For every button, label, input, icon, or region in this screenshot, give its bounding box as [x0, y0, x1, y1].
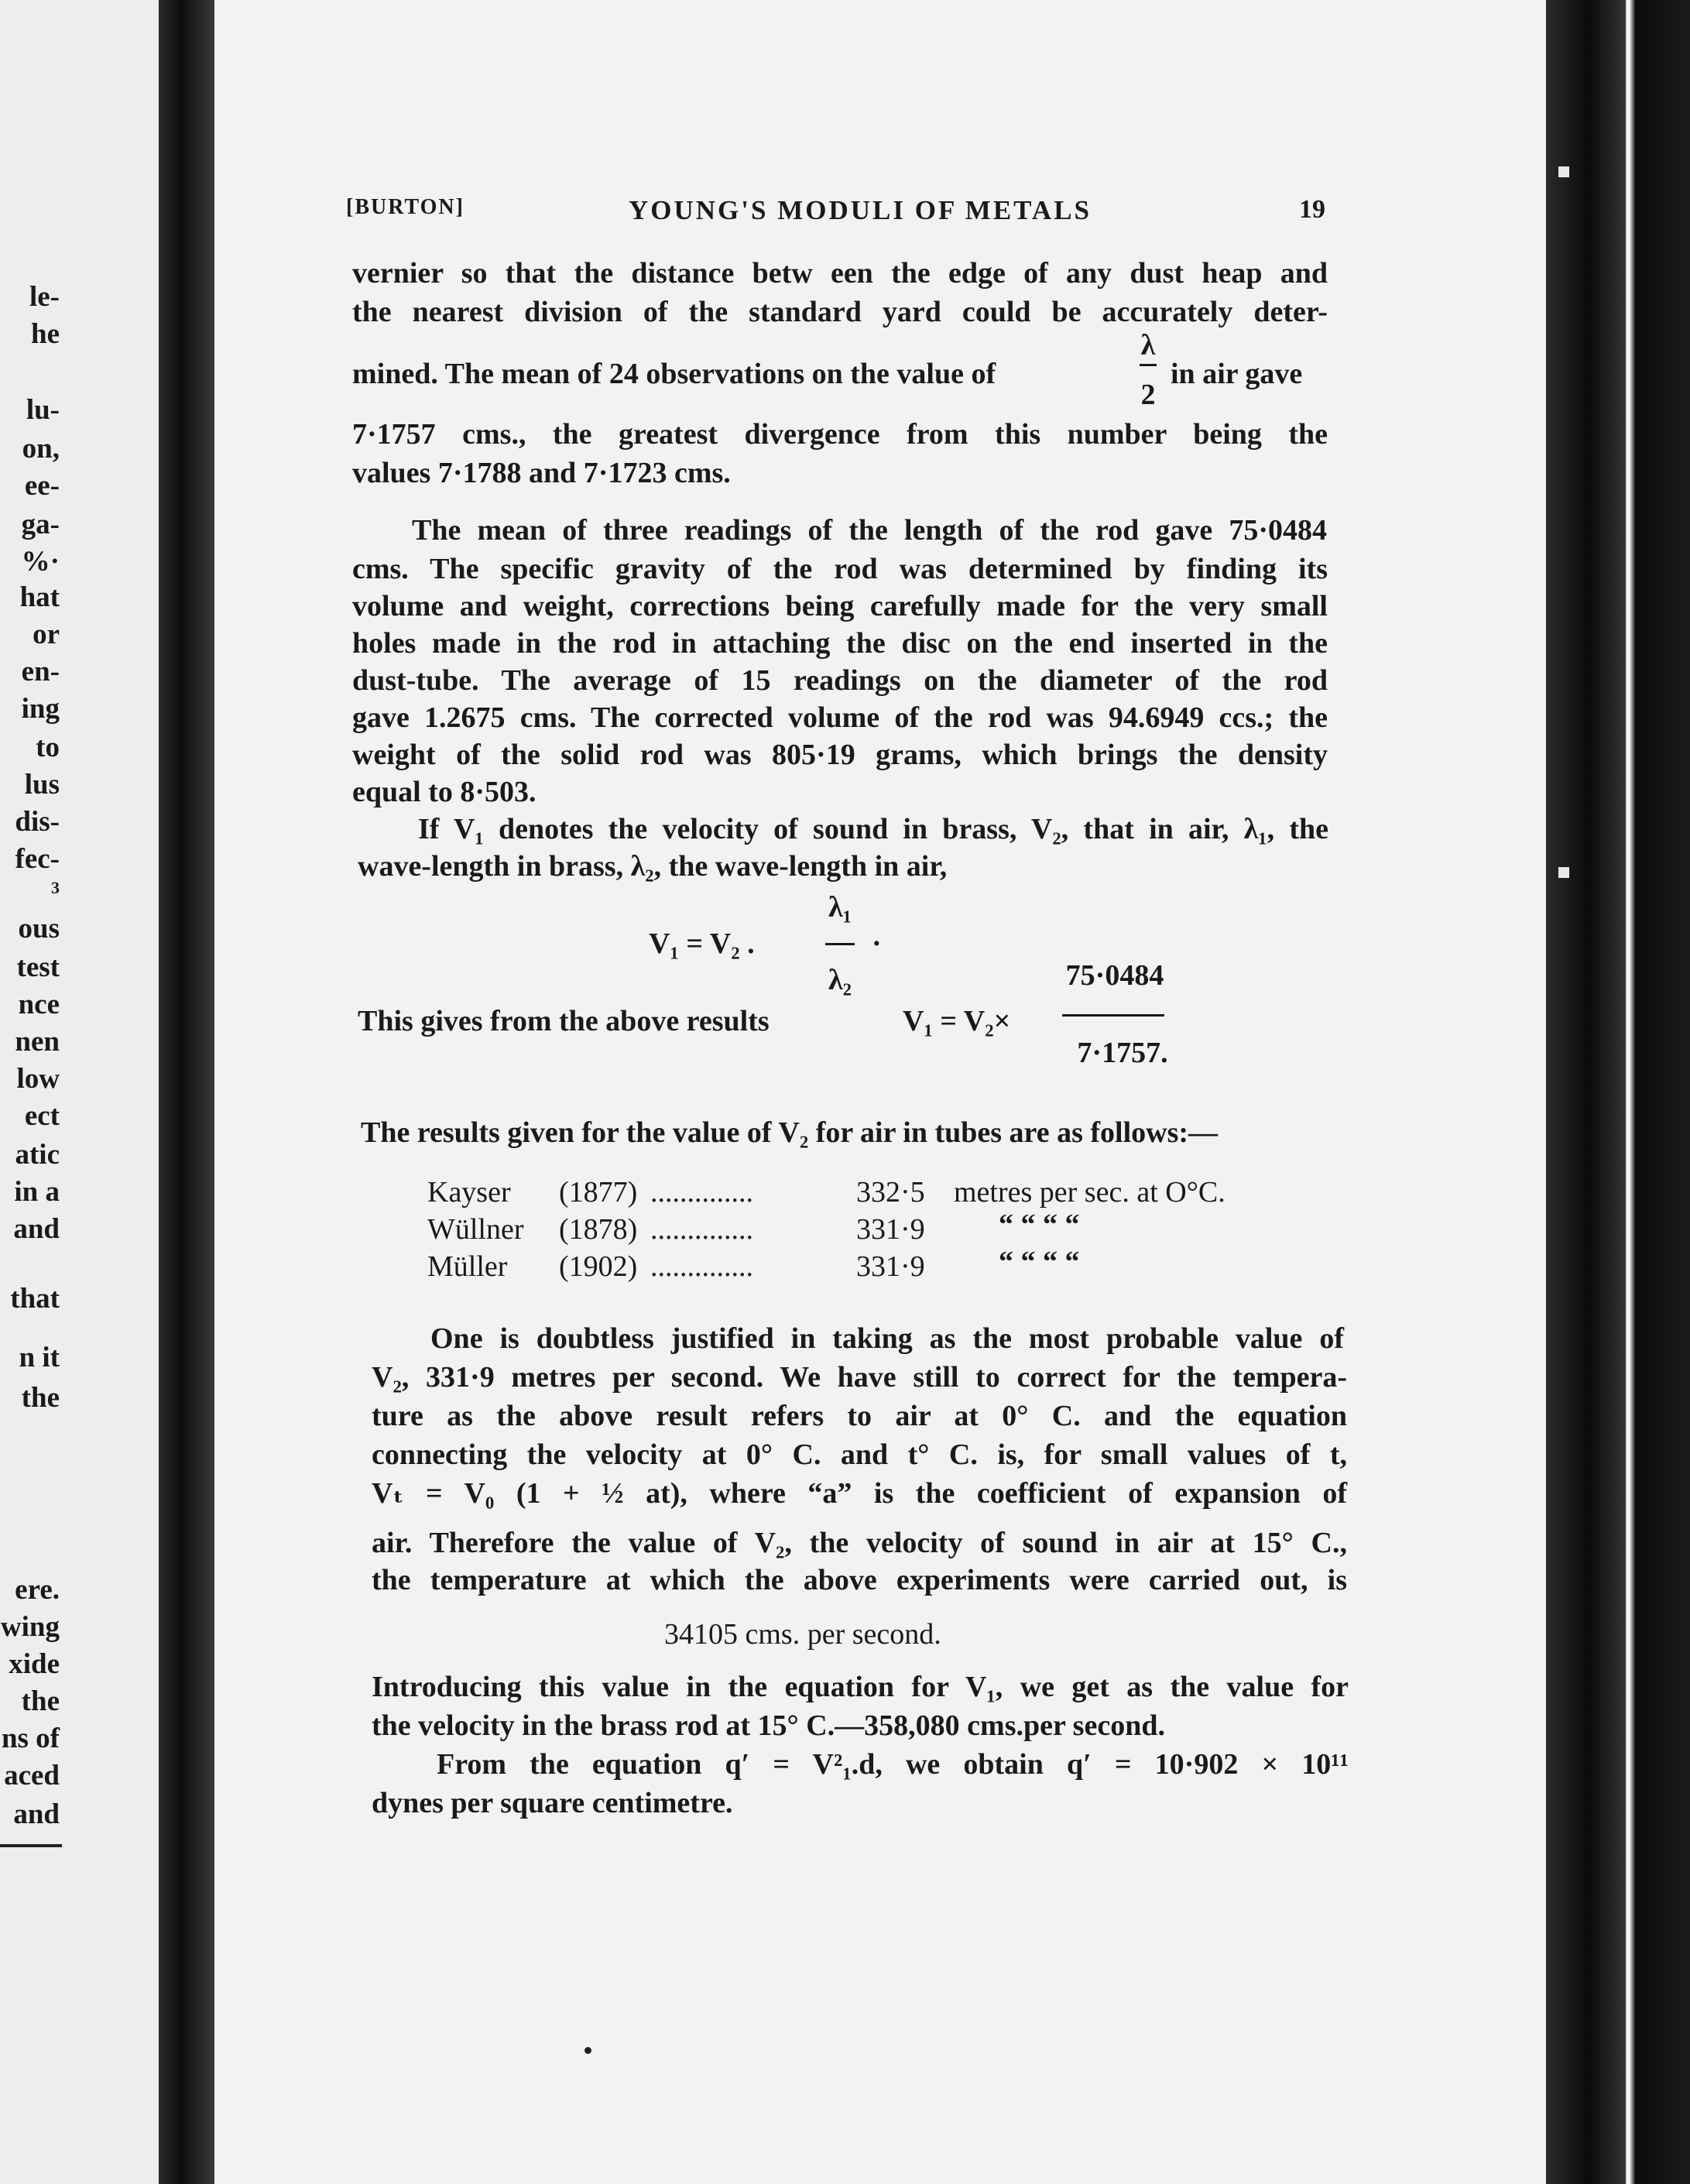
- equation-numerator: 75·0484: [1065, 959, 1164, 992]
- table-row-leader: ..............: [650, 1250, 753, 1283]
- text-line: the temperature at which the above experiments were carried out, is: [372, 1564, 1347, 1596]
- table-row-name: Kayser: [427, 1176, 511, 1209]
- left-fragment: ee-: [24, 470, 60, 502]
- left-fragment: test: [16, 951, 60, 983]
- equation-lhs: V₁ = V₂ .: [649, 927, 755, 960]
- text-line: weight of the solid rod was 805·19 grams, which brings the density: [352, 739, 1328, 771]
- text-line: connecting the velocity at 0° C. and t° C. is, for small values of t,: [372, 1438, 1347, 1471]
- left-fragment: dis-: [15, 806, 60, 838]
- lambda-over-2-denominator: 2: [1140, 379, 1156, 411]
- left-fragment: ous: [18, 913, 60, 945]
- text-line: mined. The mean of 24 observations on the value of: [352, 358, 996, 390]
- left-fragment: lus: [24, 769, 60, 801]
- left-page-fragment: [0, 0, 159, 2184]
- left-page-rule: [0, 1844, 62, 1847]
- edge-mark: [1558, 166, 1569, 177]
- table-row-name: Wüllner: [427, 1213, 524, 1246]
- text-line: If V₁ denotes the velocity of sound in brass, V₂, that in air, λ₁, the: [418, 813, 1328, 845]
- equation-tail: ·: [872, 927, 882, 960]
- left-fragment: to: [36, 732, 60, 763]
- left-fragment: aced: [4, 1760, 60, 1791]
- text-line: the velocity in the brass rod at 15° C.—358,080 cms.per second.: [372, 1709, 1165, 1742]
- left-fragment: ns of: [1, 1723, 60, 1754]
- table-row-value: 331·9: [856, 1213, 925, 1246]
- table-row-unit: “ “ “ “: [999, 1209, 1080, 1241]
- edge-mark: [1558, 867, 1569, 878]
- left-fragment: le-: [29, 281, 60, 313]
- text-line: equal to 8·503.: [352, 776, 536, 808]
- left-fragment: wing: [0, 1611, 60, 1643]
- left-fragment: ga-: [21, 509, 60, 540]
- equation-denominator: λ₂: [828, 964, 852, 996]
- text-line: air. Therefore the value of V₂, the velocity of sound in air at 15° C.,: [372, 1527, 1347, 1559]
- fraction-bar: [1140, 364, 1157, 366]
- table-row-leader: ..............: [650, 1176, 753, 1209]
- left-fragment: low: [16, 1063, 60, 1095]
- left-fragment: that: [10, 1283, 60, 1315]
- table-row-unit: metres per sec. at O°C.: [954, 1176, 1226, 1209]
- text-line: Vₜ = V₀ (1 + ½ at), where “a” is the coefficient of expansion of: [372, 1477, 1347, 1510]
- running-head-author: [BURTON]: [346, 195, 464, 219]
- left-fragment: the: [21, 1382, 60, 1414]
- equation-denominator: 7·1757.: [1077, 1037, 1168, 1069]
- text-line: the nearest division of the standard yard could be accurately deter-: [352, 296, 1328, 328]
- text-line: 7·1757 cms., the greatest divergence from this number being the: [352, 418, 1328, 451]
- text-line: The mean of three readings of the length of the rod gave 75·0484: [412, 514, 1327, 547]
- left-fragment: en-: [21, 656, 60, 687]
- left-fragment: fec-: [15, 843, 60, 875]
- left-fragment: the: [21, 1685, 60, 1717]
- text-line: gave 1.2675 cms. The corrected volume of the rod was 94.6949 ccs.; the: [352, 701, 1328, 734]
- left-fragment: ect: [24, 1100, 60, 1132]
- table-row-value: 332·5: [856, 1176, 925, 1209]
- right-page-edge: [1546, 0, 1690, 2184]
- text-line: holes made in the rod in attaching the disc on the end inserted in the: [352, 627, 1328, 660]
- lambda-over-2-numerator: λ: [1140, 329, 1156, 362]
- text-line: One is doubtless justified in taking as the most probable value of: [430, 1322, 1344, 1355]
- table-row-unit: “ “ “ “: [999, 1246, 1080, 1278]
- left-fragment: %·: [21, 546, 60, 578]
- text-line: volume and weight, corrections being carefully made for the very small: [352, 590, 1328, 622]
- text-line: values 7·1788 and 7·1723 cms.: [352, 457, 731, 489]
- text-line: Introducing this value in the equation for V₁, we get as the value for: [372, 1671, 1349, 1703]
- text-line: dynes per square centimetre.: [372, 1787, 733, 1819]
- table-row-value: 331·9: [856, 1250, 925, 1283]
- text-line: vernier so that the distance betw een the edge of any dust heap and: [352, 257, 1328, 290]
- text-line: wave-length in brass, λ₂, the wave-length in air,: [358, 850, 948, 883]
- table-row-name: Müller: [427, 1250, 508, 1283]
- left-fragment: ere.: [15, 1574, 60, 1606]
- text-line: dust-tube. The average of 15 readings on the diameter of the rod: [352, 664, 1328, 697]
- text-line: The results given for the value of V₂ for air in tubes are as follows:—: [361, 1116, 1219, 1149]
- equation-numerator: λ₁: [828, 891, 852, 924]
- left-fragment: on,: [22, 433, 60, 465]
- left-fragment: and: [13, 1798, 60, 1830]
- text-line: cms. The specific gravity of the rod was determined by finding its: [352, 553, 1328, 585]
- left-fragment: 3: [51, 878, 60, 897]
- left-fragment: or: [33, 619, 60, 650]
- left-fragment: in a: [14, 1176, 60, 1208]
- book-gutter: [159, 0, 214, 2184]
- left-fragment: and: [13, 1213, 60, 1245]
- running-head-title: YOUNG'S MODULI OF METALS: [629, 195, 1092, 225]
- left-fragment: hat: [19, 581, 60, 613]
- table-row-year: (1902): [559, 1250, 638, 1283]
- text-line: V₂, 331·9 metres per second. We have still to correct for the tempera-: [372, 1361, 1347, 1394]
- left-fragment: he: [31, 318, 60, 350]
- left-fragment: xide: [9, 1648, 60, 1680]
- text-line: in air gave: [1171, 358, 1303, 390]
- text-line: ture as the above result refers to air at 0° C. and the equation: [372, 1400, 1347, 1432]
- page-mark: [584, 2047, 591, 2054]
- fraction-bar: [1062, 1014, 1164, 1017]
- left-fragment: atic: [15, 1139, 60, 1171]
- table-row-year: (1877): [559, 1176, 638, 1209]
- left-fragment: nen: [15, 1026, 60, 1058]
- text-line: From the equation q′ = V²₁.d, we obtain q′ = 10·902 × 10¹¹: [437, 1748, 1349, 1781]
- table-row-leader: ..............: [650, 1213, 753, 1246]
- left-fragment: lu-: [26, 394, 60, 426]
- fraction-bar: [825, 943, 855, 945]
- left-fragment: n it: [19, 1342, 60, 1373]
- equation-lhs: V₁ = V₂×: [903, 1005, 1011, 1037]
- left-fragment: nce: [18, 989, 60, 1020]
- left-fragment: ing: [21, 693, 60, 725]
- centered-result: 34105 cms. per second.: [664, 1618, 941, 1651]
- page-number: 19: [1299, 195, 1325, 224]
- table-row-year: (1878): [559, 1213, 638, 1246]
- text-line: This gives from the above results: [358, 1005, 770, 1037]
